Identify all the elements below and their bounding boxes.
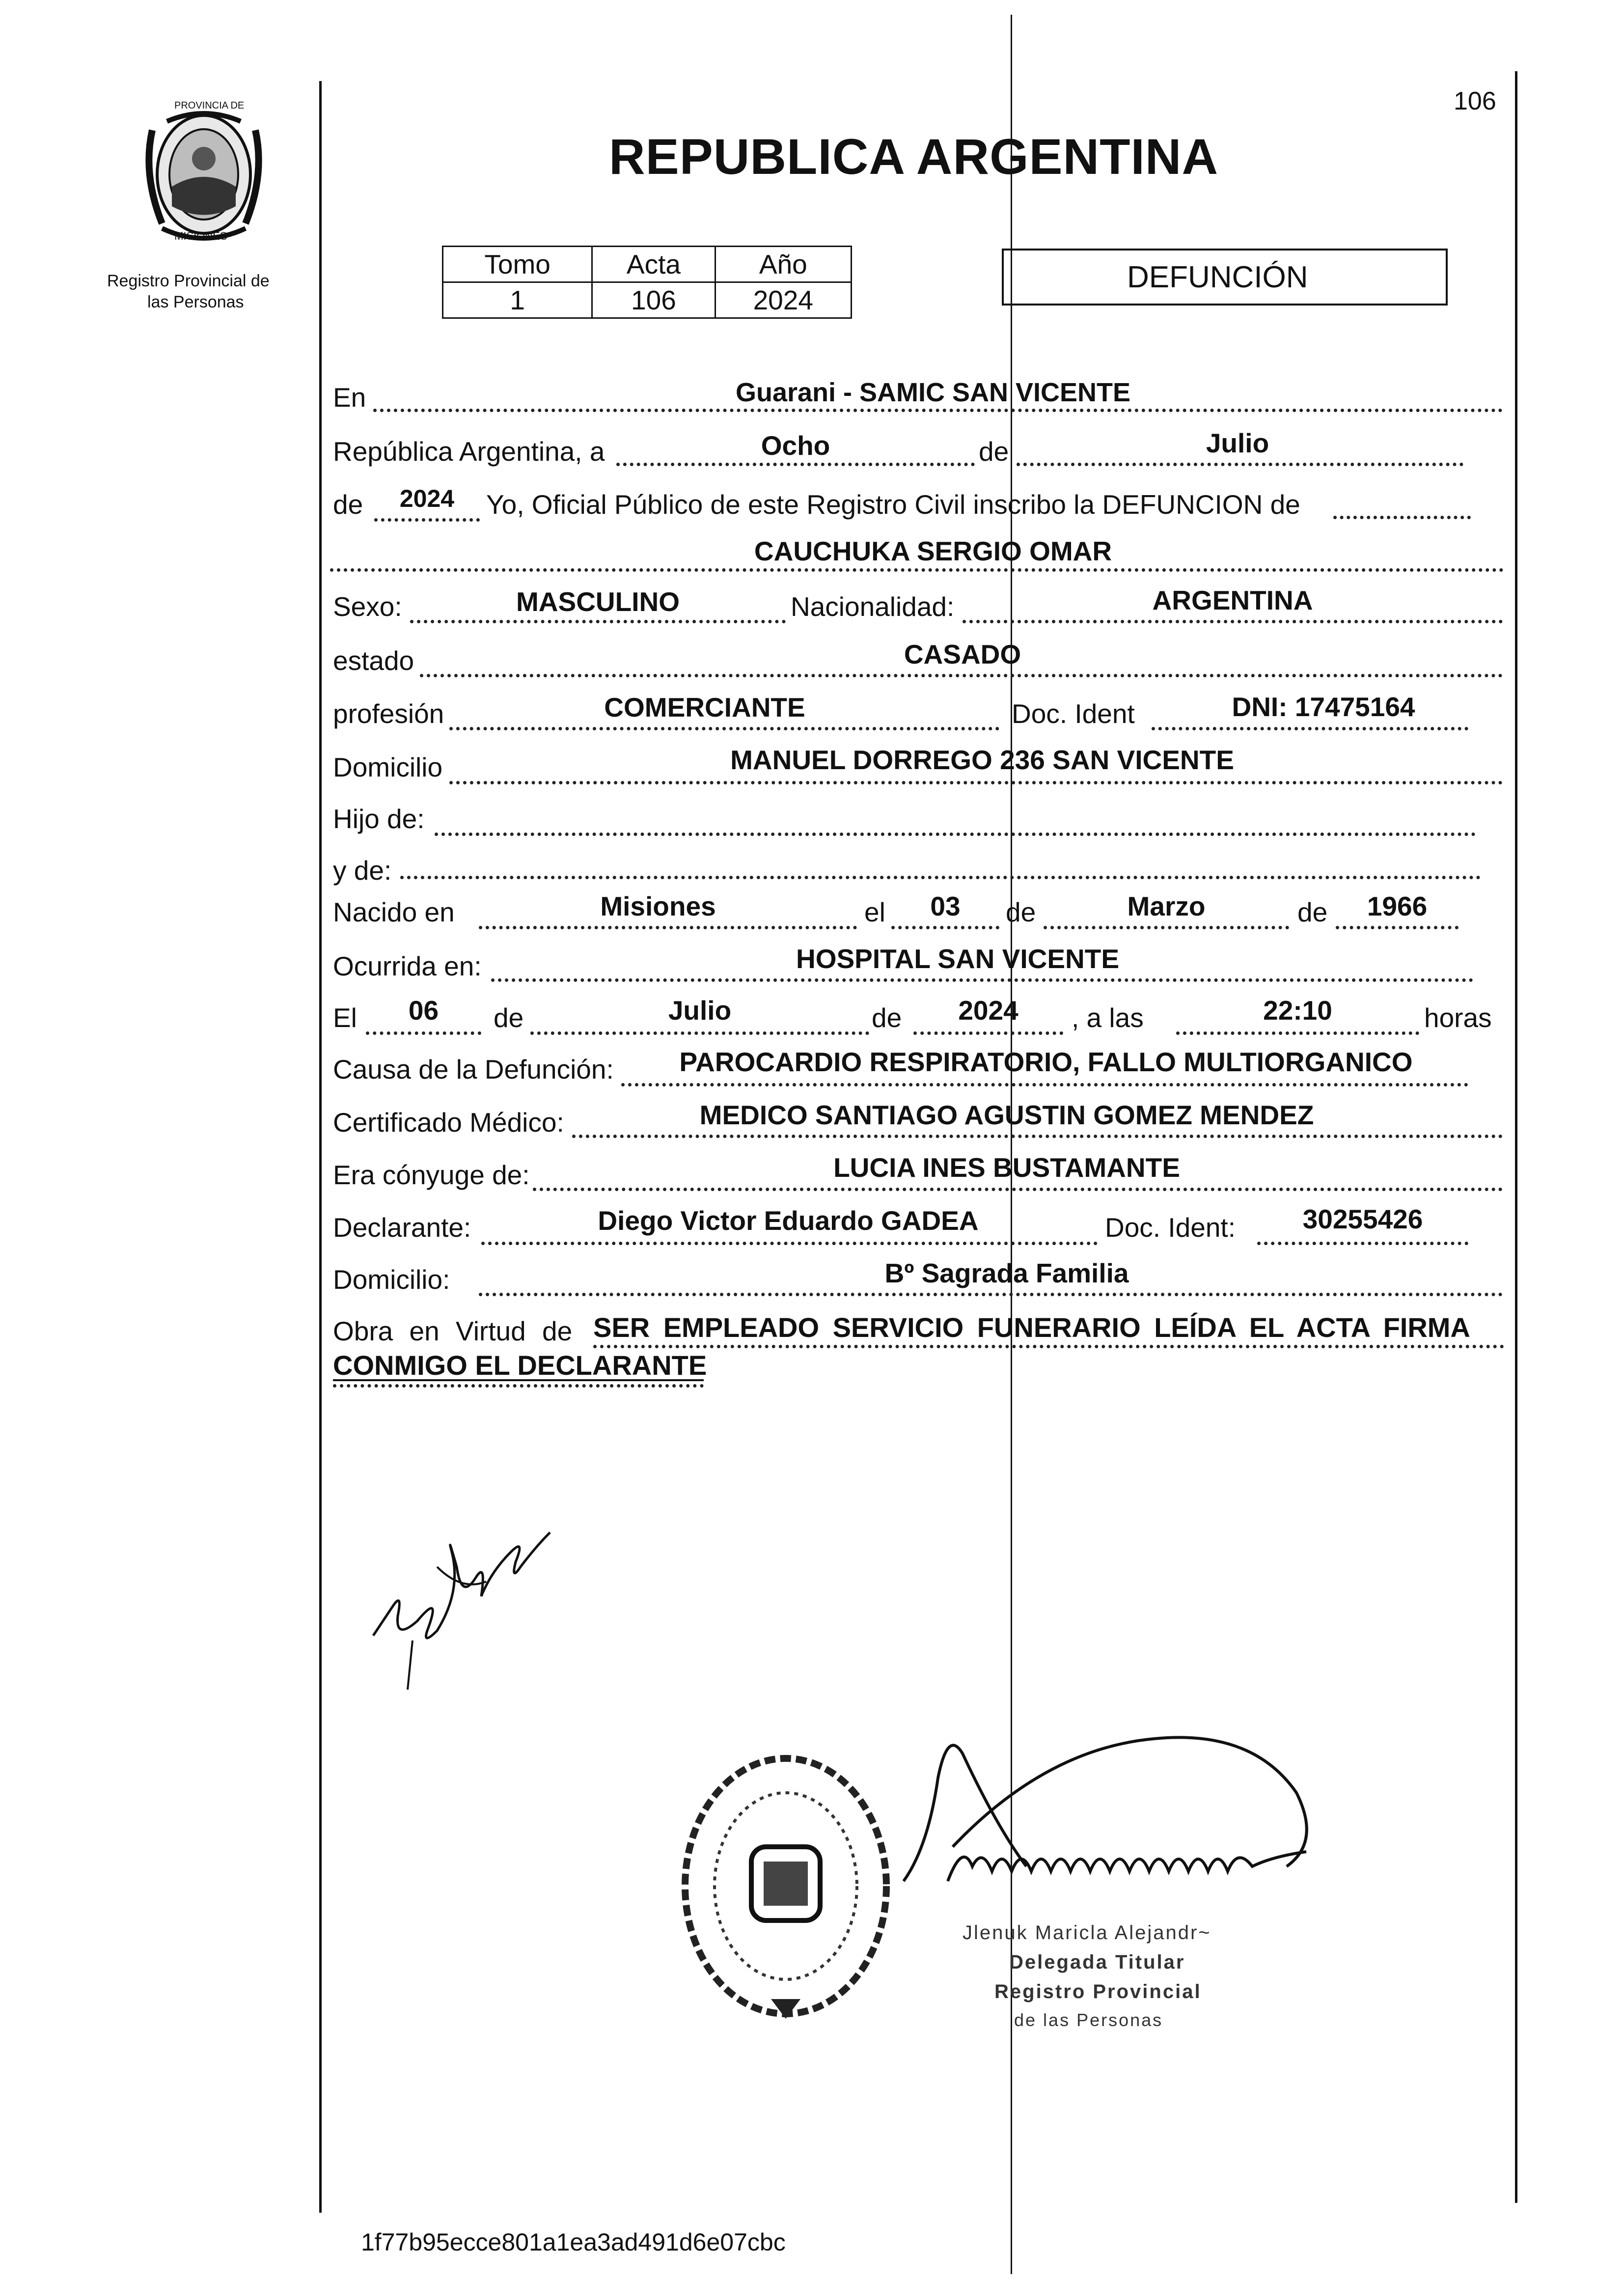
label-de-mes: de	[979, 436, 1009, 467]
seal-text-upper: PROVINCIA DE	[174, 100, 245, 111]
label-domicilio: Domicilio	[333, 752, 443, 782]
table-cell: 1	[443, 282, 592, 318]
doc-type: DEFUNCIÓN	[1127, 260, 1308, 294]
label-alas: , a las	[1072, 1002, 1144, 1033]
label-estado: estado	[333, 645, 414, 676]
value-def-mes: Julio	[668, 995, 732, 1026]
label-nac-de2: de	[1297, 897, 1328, 927]
label-causa: Causa de la Defunción:	[333, 1054, 614, 1084]
right-margin-line	[1515, 71, 1517, 2203]
stamp-line-1: Jlenuk Maricla Alejandr~	[963, 1922, 1211, 1944]
value-mes: Julio	[1206, 428, 1269, 458]
label-profesion: profesión	[333, 698, 444, 729]
value-declarante: Diego Victor Eduardo GADEA	[598, 1205, 979, 1236]
label-nacido: Nacido en	[333, 897, 455, 927]
label-certificado: Certificado Médico:	[333, 1107, 564, 1138]
dots-doc	[1152, 727, 1468, 730]
label-en: En	[333, 382, 366, 413]
value-decl-doc: 30255426	[1302, 1204, 1423, 1234]
value-nac-anio: 1966	[1367, 891, 1428, 921]
registry-line-1: Registro Provincial de	[107, 272, 270, 290]
value-doc: DNI: 17475164	[1232, 692, 1415, 722]
value-nac-dia: 03	[930, 891, 961, 921]
dots-def-mes	[530, 1031, 869, 1035]
dots-declarante	[481, 1242, 1098, 1245]
dots-conyuge	[533, 1188, 1503, 1191]
stamp-line-3: Registro Provincial	[994, 1981, 1202, 2002]
value-nacido-lugar: Misiones	[600, 891, 716, 921]
value-def-anio: 2024	[958, 995, 1018, 1026]
value-nac-mes: Marzo	[1127, 891, 1206, 921]
dots-nacido-lugar	[479, 926, 857, 929]
dots-obra-2	[333, 1384, 704, 1388]
label-decl-doc: Doc. Ident:	[1105, 1212, 1236, 1243]
dots-mes	[1017, 463, 1463, 466]
table-cell: 2024	[715, 282, 851, 318]
label-republica: República Argentina, a	[333, 436, 605, 467]
table-header: Acta	[592, 247, 715, 282]
value-profesion: COMERCIANTE	[604, 692, 805, 723]
declarant-signature	[363, 1493, 589, 1699]
dots-decl-doc	[1257, 1242, 1468, 1245]
value-hora: 22:10	[1263, 995, 1332, 1026]
table-cell: 106	[592, 282, 715, 318]
dots-domicilio-2	[479, 1293, 1503, 1296]
value-domicilio-2: Bº Sagrada Familia	[884, 1258, 1129, 1288]
dots-oficial	[1333, 516, 1471, 519]
official-signature	[899, 1719, 1341, 1925]
dots-sexo	[410, 620, 786, 623]
dots-nac-dia	[891, 926, 999, 929]
value-dia-texto: Ocho	[761, 430, 830, 461]
label-y-de: y de:	[333, 855, 392, 886]
value-estado: CASADO	[904, 639, 1021, 669]
label-el: el	[864, 897, 885, 927]
dots-nac-mes	[1044, 926, 1289, 929]
dots-nombre	[330, 568, 1504, 572]
value-sexo: MASCULINO	[516, 586, 680, 617]
label-el2: El	[333, 1002, 357, 1033]
registry-line-2: las Personas	[147, 293, 244, 311]
oficial-text: Yo, Oficial Público de este Registro Civil inscribo la DEFUNCION de	[486, 489, 1300, 520]
page-title: REPUBLICA ARGENTINA	[609, 129, 1219, 185]
dots-dia	[616, 463, 975, 466]
label-nacionalidad: Nacionalidad:	[791, 591, 955, 622]
value-domicilio: MANUEL DORREGO 236 SAN VICENTE	[730, 745, 1234, 775]
label-conyuge: Era cónyuge de:	[333, 1160, 530, 1190]
dots-nacionalidad	[963, 620, 1503, 623]
page-number: 106	[1454, 87, 1496, 115]
value-conyuge: LUCIA INES BUSTAMANTE	[833, 1152, 1180, 1183]
dots-profesion	[449, 727, 999, 730]
dots-nac-anio	[1336, 926, 1459, 929]
left-margin-line	[319, 81, 322, 2213]
value-anio: 2024	[399, 485, 455, 512]
dots-causa	[621, 1083, 1468, 1086]
value-def-dia: 06	[408, 995, 439, 1026]
document-hash: 1f77b95ecce801a1ea3ad491d6e07cbc	[361, 2228, 786, 2256]
dots-certificado	[572, 1135, 1503, 1138]
label-hijo: Hijo de:	[333, 804, 425, 834]
label-domicilio-2: Domicilio:	[333, 1264, 450, 1295]
obra-underline	[333, 1379, 704, 1381]
label-def-de: de	[494, 1002, 524, 1033]
label-doc: Doc. Ident	[1012, 698, 1135, 729]
stamp-line-4: de las Personas	[1014, 2010, 1163, 2030]
value-nombre: CAUCHUKA SERGIO OMAR	[754, 536, 1112, 566]
dots-domicilio	[449, 781, 1503, 784]
label-nac-de: de	[1006, 897, 1036, 927]
dots-anio	[374, 518, 480, 522]
seal-text-lower: MISIONES	[174, 230, 227, 242]
label-de-anio: de	[333, 489, 363, 520]
value-obra-line-2: CONMIGO EL DECLARANTE	[333, 1350, 707, 1381]
dots-obra-1	[593, 1345, 1504, 1348]
dots-ocurrida	[491, 978, 1473, 982]
label-horas: horas	[1424, 1002, 1492, 1033]
dots-y-de	[400, 876, 1481, 879]
dots-def-dia	[366, 1031, 481, 1035]
dots-def-anio	[913, 1031, 1063, 1035]
label-sexo: Sexo:	[333, 591, 402, 622]
table-header: Tomo	[443, 247, 592, 282]
official-stamp-seal	[673, 1744, 908, 2033]
table-header: Año	[715, 247, 851, 282]
label-declarante: Declarante:	[333, 1212, 471, 1243]
value-obra-line-1: SER EMPLEADO SERVICIO FUNERARIO LEÍDA EL ACTA FIRMA	[593, 1312, 1470, 1343]
dots-lugar	[373, 409, 1503, 412]
value-ocurrida: HOSPITAL SAN VICENTE	[796, 944, 1120, 974]
value-nacionalidad: ARGENTINA	[1152, 585, 1313, 615]
dots-hora	[1176, 1031, 1419, 1035]
stamp-line-2: Delegada Titular	[1009, 1951, 1185, 1973]
dots-hijo	[435, 833, 1476, 836]
record-table	[442, 246, 852, 319]
value-lugar: Guarani - SAMIC SAN VICENTE	[735, 378, 1131, 407]
label-obra: Obra en Virtud de	[333, 1316, 573, 1346]
value-certificado: MEDICO SANTIAGO AGUSTIN GOMEZ MENDEZ	[699, 1100, 1314, 1130]
dots-estado	[420, 674, 1503, 677]
value-causa: PAROCARDIO RESPIRATORIO, FALLO MULTIORGANICO	[679, 1047, 1413, 1077]
label-def-de2: de	[872, 1002, 902, 1033]
label-ocurrida: Ocurrida en:	[333, 951, 482, 981]
